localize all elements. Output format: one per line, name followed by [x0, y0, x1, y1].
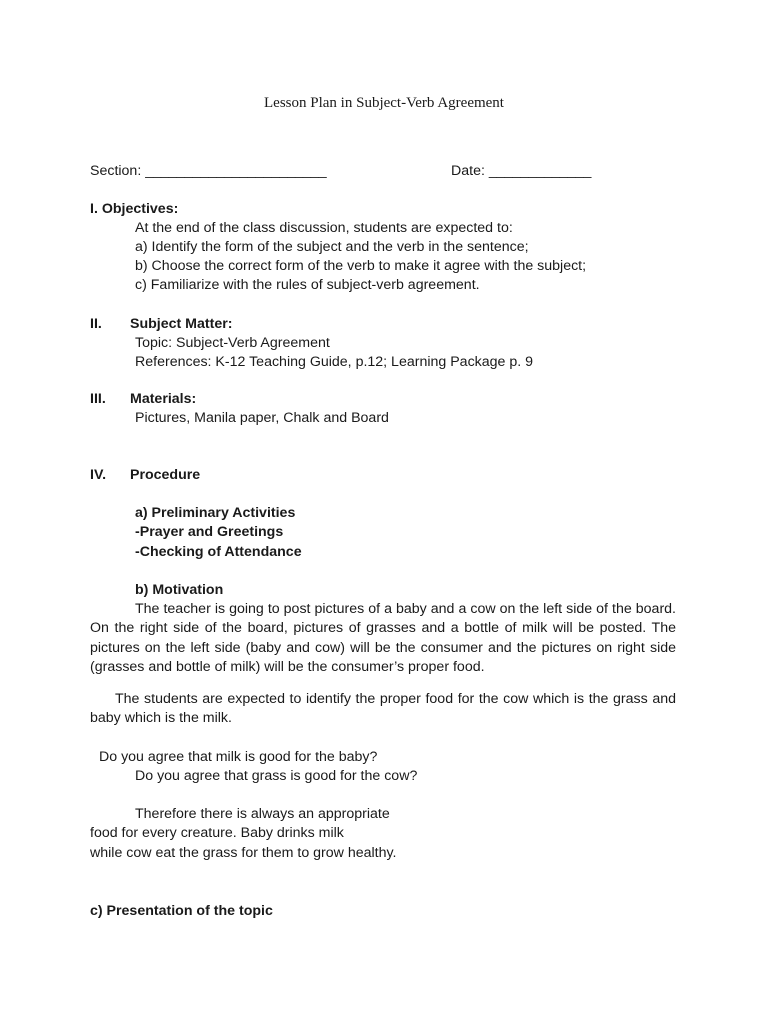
motivation-heading: b) Motivation — [135, 582, 224, 598]
section-field: Section: _______________________ — [90, 163, 327, 179]
expectation-paragraph-text: The students are expected to identify the proper food for the cow which is the grass and baby which is the milk. — [90, 691, 676, 727]
objective-item: a) Identify the form of the subject and the verb in the sentence; — [135, 239, 529, 255]
subject-matter-references: References: K-12 Teaching Guide, p.12; Learning Package p. 9 — [135, 354, 534, 370]
objective-item: c) Familiarize with the rules of subject-verb agreement. — [135, 277, 480, 293]
conclusion-line: food for every creature. Baby drinks milk — [90, 825, 344, 841]
question-milk: Do you agree that milk is good for the baby? — [99, 749, 378, 765]
conclusion-line: while cow eat the grass for them to grow healthy. — [90, 845, 397, 861]
materials-heading: Materials: — [130, 391, 197, 407]
motivation-paragraph-text: The teacher is going to post pictures of a baby and a cow on the left side of the board. On the right side of the board, pictures of grasses and a bottle of milk will be posted. The pictures on the left side (baby and cow) will be the consumer and the pictures on right side (grasses and bottle of milk) will be the consumer’s proper food. — [90, 601, 676, 676]
subject-matter-heading: Subject Matter: — [130, 316, 233, 332]
subject-matter-numeral: II. — [90, 316, 102, 332]
conclusion-line: Therefore there is always an appropriate — [135, 806, 390, 822]
materials-numeral: III. — [90, 391, 106, 407]
presentation-heading: c) Presentation of the topic — [90, 903, 273, 919]
subject-matter-topic: Topic: Subject-Verb Agreement — [135, 335, 330, 351]
objective-item: b) Choose the correct form of the verb to make it agree with the subject; — [135, 258, 587, 274]
procedure-numeral: IV. — [90, 467, 107, 483]
question-grass: Do you agree that grass is good for the cow? — [135, 768, 418, 784]
preliminary-item: -Checking of Attendance — [135, 544, 302, 560]
date-field: Date: _____________ — [451, 163, 592, 179]
materials-text: Pictures, Manila paper, Chalk and Board — [135, 410, 389, 426]
preliminary-heading: a) Preliminary Activities — [135, 505, 296, 521]
procedure-heading: Procedure — [130, 467, 201, 483]
objectives-intro: At the end of the class discussion, students are expected to: — [135, 220, 513, 236]
preliminary-item: -Prayer and Greetings — [135, 524, 284, 540]
document-title: Lesson Plan in Subject-Verb Agreement — [264, 95, 504, 111]
motivation-paragraph — [90, 600, 676, 678]
expectation-paragraph — [90, 690, 676, 729]
objectives-heading: I. Objectives: — [90, 201, 179, 217]
